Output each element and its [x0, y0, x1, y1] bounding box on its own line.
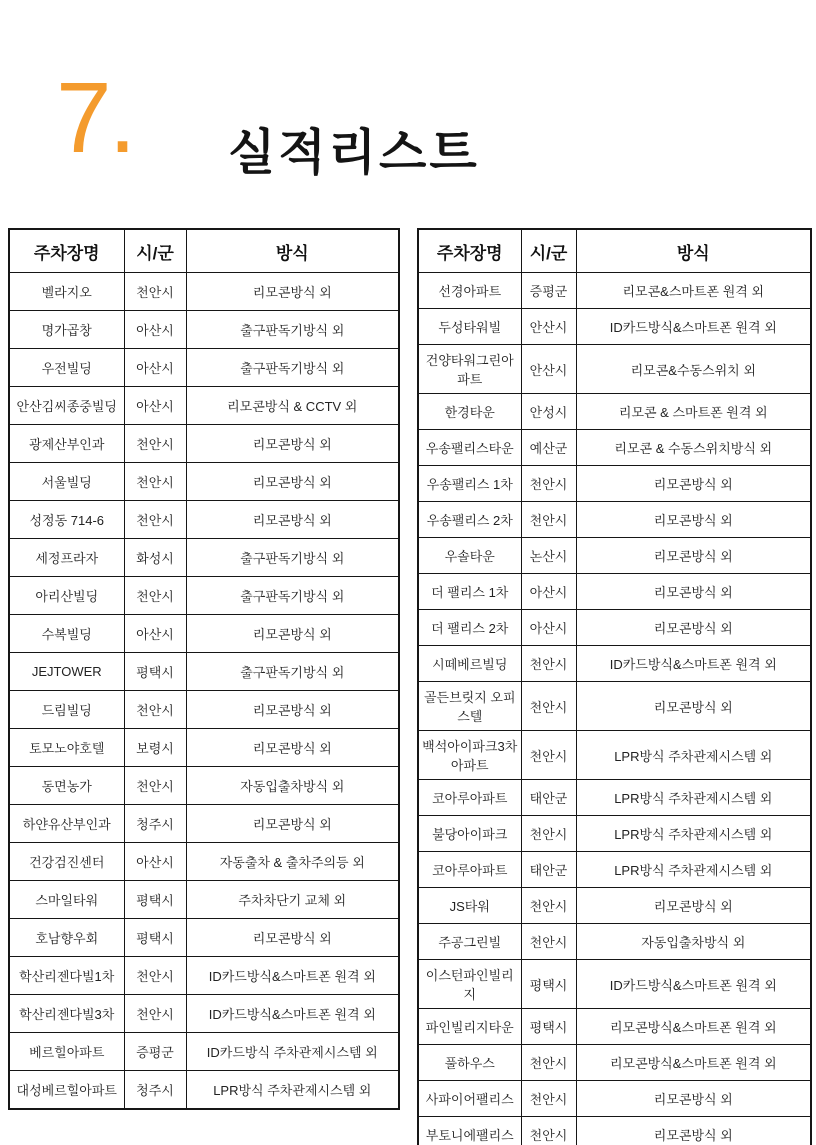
table-row — [418, 394, 811, 430]
cell-parking-name: 호남향우회 — [9, 919, 124, 957]
cell-parking-name: 더 팰리스 2차 — [418, 610, 521, 646]
cell-parking-name: 드림빌딩 — [9, 691, 124, 729]
page-title: 실적리스트 — [228, 126, 480, 180]
table-row — [418, 574, 811, 610]
cell-method: LPR방식 주차관제시스템 외 — [576, 816, 811, 852]
cell-city: 천안시 — [124, 767, 186, 805]
header-city: 시/군 — [521, 229, 576, 273]
cell-city: 아산시 — [124, 311, 186, 349]
cell-parking-name: 학산리젠다빌3차 — [9, 995, 124, 1033]
cell-method: 리모콘방식 외 — [576, 1081, 811, 1117]
cell-parking-name: 하얀유산부인과 — [9, 805, 124, 843]
table-row — [418, 1009, 811, 1045]
cell-method: 리모콘방식 외 — [576, 1117, 811, 1145]
table-row — [418, 852, 811, 888]
table-row — [9, 311, 399, 349]
table-row — [9, 653, 399, 691]
header-method: 방식 — [576, 229, 811, 273]
table-row — [9, 1033, 399, 1071]
cell-method: ID카드방식 주차관제시스템 외 — [186, 1033, 399, 1071]
cell-parking-name: 파인빌리지타운 — [418, 1009, 521, 1045]
table-row — [418, 731, 811, 780]
cell-method: LPR방식 주차관제시스템 외 — [576, 780, 811, 816]
header-parking-name: 주차장명 — [418, 229, 521, 273]
cell-parking-name: 성정동 714-6 — [9, 501, 124, 539]
table-row — [9, 767, 399, 805]
cell-city: 천안시 — [124, 995, 186, 1033]
table-row — [9, 539, 399, 577]
table-row — [9, 349, 399, 387]
table-header-row — [418, 229, 811, 273]
cell-city: 평택시 — [521, 960, 576, 1009]
cell-city: 아산시 — [124, 843, 186, 881]
cell-parking-name: JS타워 — [418, 888, 521, 924]
cell-city: 천안시 — [124, 273, 186, 311]
cell-method: 리모콘&수동스위치 외 — [576, 345, 811, 394]
performance-table-left — [8, 228, 400, 1110]
table-row — [9, 729, 399, 767]
cell-method: 주차차단기 교체 외 — [186, 881, 399, 919]
cell-parking-name: 우송팰리스타운 — [418, 430, 521, 466]
cell-city: 천안시 — [521, 1081, 576, 1117]
cell-method: 리모콘방식 외 — [186, 273, 399, 311]
table-row — [418, 273, 811, 309]
table-row — [9, 995, 399, 1033]
table-row — [9, 425, 399, 463]
cell-method: 출구판독기방식 외 — [186, 349, 399, 387]
cell-city: 태안군 — [521, 852, 576, 888]
cell-method: 리모콘방식&스마트폰 원격 외 — [576, 1009, 811, 1045]
cell-method: ID카드방식&스마트폰 원격 외 — [576, 309, 811, 345]
slide-number: 7. — [56, 62, 134, 174]
cell-city: 천안시 — [521, 1117, 576, 1145]
cell-parking-name: 수복빌딩 — [9, 615, 124, 653]
cell-city: 아산시 — [124, 615, 186, 653]
table-row — [9, 1071, 399, 1110]
cell-parking-name: 이스턴파인빌리지 — [418, 960, 521, 1009]
cell-method: 리모콘방식 외 — [186, 919, 399, 957]
table-row — [418, 1117, 811, 1145]
table-header-row — [9, 229, 399, 273]
cell-parking-name: 더 팰리스 1차 — [418, 574, 521, 610]
cell-method: 자동출차 & 출차주의등 외 — [186, 843, 399, 881]
cell-parking-name: 코아루아파트 — [418, 780, 521, 816]
cell-parking-name: 백석아이파크3차 아파트 — [418, 731, 521, 780]
cell-method: 리모콘방식 외 — [576, 538, 811, 574]
header-parking-name: 주차장명 — [9, 229, 124, 273]
cell-city: 천안시 — [521, 816, 576, 852]
cell-city: 증평군 — [521, 273, 576, 309]
header-city: 시/군 — [124, 229, 186, 273]
cell-parking-name: 명가곱창 — [9, 311, 124, 349]
cell-method: 리모콘 & 스마트폰 원격 외 — [576, 394, 811, 430]
cell-parking-name: 동면농가 — [9, 767, 124, 805]
cell-city: 천안시 — [124, 463, 186, 501]
cell-parking-name: 베르힐아파트 — [9, 1033, 124, 1071]
cell-method: ID카드방식&스마트폰 원격 외 — [186, 957, 399, 995]
cell-method: 출구판독기방식 외 — [186, 653, 399, 691]
cell-method: 리모콘방식 외 — [576, 610, 811, 646]
table-row — [418, 1081, 811, 1117]
cell-parking-name: 골든브릿지 오피스텔 — [418, 682, 521, 731]
table-row — [418, 780, 811, 816]
table-row — [418, 345, 811, 394]
cell-city: 안산시 — [521, 345, 576, 394]
cell-parking-name: 시떼베르빌딩 — [418, 646, 521, 682]
table-row — [9, 273, 399, 311]
cell-parking-name: 두성타워빌 — [418, 309, 521, 345]
cell-method: 리모콘방식 외 — [186, 463, 399, 501]
cell-parking-name: 우송팰리스 1차 — [418, 466, 521, 502]
cell-parking-name: 아리산빌딩 — [9, 577, 124, 615]
cell-parking-name: 부토니에팰리스 — [418, 1117, 521, 1145]
cell-parking-name: JEJTOWER — [9, 653, 124, 691]
table-row — [9, 577, 399, 615]
cell-city: 천안시 — [124, 957, 186, 995]
table-row — [9, 387, 399, 425]
cell-parking-name: 안산김씨종중빌딩 — [9, 387, 124, 425]
cell-city: 태안군 — [521, 780, 576, 816]
cell-method: ID카드방식&스마트폰 원격 외 — [576, 646, 811, 682]
cell-method: LPR방식 주차관제시스템 외 — [186, 1071, 399, 1110]
cell-city: 안산시 — [521, 309, 576, 345]
cell-city: 천안시 — [521, 466, 576, 502]
cell-city: 천안시 — [124, 501, 186, 539]
table-row — [418, 888, 811, 924]
table-row — [418, 1045, 811, 1081]
cell-method: ID카드방식&스마트폰 원격 외 — [186, 995, 399, 1033]
cell-method: ID카드방식&스마트폰 원격 외 — [576, 960, 811, 1009]
cell-parking-name: 우송팰리스 2차 — [418, 502, 521, 538]
cell-city: 천안시 — [521, 924, 576, 960]
cell-city: 천안시 — [124, 691, 186, 729]
table-row — [418, 430, 811, 466]
table-row — [9, 805, 399, 843]
cell-method: 리모콘방식 외 — [186, 425, 399, 463]
cell-city: 천안시 — [124, 577, 186, 615]
cell-method: 리모콘&스마트폰 원격 외 — [576, 273, 811, 309]
cell-city: 평택시 — [124, 653, 186, 691]
cell-city: 증평군 — [124, 1033, 186, 1071]
table-row — [9, 957, 399, 995]
cell-method: 리모콘방식 외 — [576, 502, 811, 538]
cell-parking-name: 우전빌딩 — [9, 349, 124, 387]
table-row — [9, 843, 399, 881]
cell-city: 아산시 — [521, 574, 576, 610]
cell-method: 출구판독기방식 외 — [186, 577, 399, 615]
table-row — [9, 501, 399, 539]
cell-method: 리모콘방식 외 — [576, 466, 811, 502]
table-body-left — [9, 273, 399, 1110]
cell-city: 화성시 — [124, 539, 186, 577]
cell-method: LPR방식 주차관제시스템 외 — [576, 731, 811, 780]
cell-method: 출구판독기방식 외 — [186, 311, 399, 349]
cell-city: 천안시 — [521, 646, 576, 682]
cell-parking-name: 우솔타운 — [418, 538, 521, 574]
cell-parking-name: 대성베르힐아파트 — [9, 1071, 124, 1110]
cell-method: 자동입출차방식 외 — [186, 767, 399, 805]
cell-parking-name: 학산리젠다빌1차 — [9, 957, 124, 995]
cell-city: 안성시 — [521, 394, 576, 430]
cell-parking-name: 세정프라자 — [9, 539, 124, 577]
table-row — [418, 309, 811, 345]
cell-city: 평택시 — [124, 919, 186, 957]
cell-parking-name: 스마일타워 — [9, 881, 124, 919]
cell-city: 예산군 — [521, 430, 576, 466]
table-row — [418, 466, 811, 502]
table-row — [418, 682, 811, 731]
cell-method: 리모콘방식 외 — [186, 729, 399, 767]
cell-parking-name: 주공그린빌 — [418, 924, 521, 960]
cell-city: 논산시 — [521, 538, 576, 574]
table-row — [418, 960, 811, 1009]
cell-parking-name: 코아루아파트 — [418, 852, 521, 888]
cell-method: 리모콘방식 & CCTV 외 — [186, 387, 399, 425]
cell-method: 리모콘방식 외 — [186, 615, 399, 653]
cell-city: 천안시 — [521, 731, 576, 780]
table-row — [418, 538, 811, 574]
cell-city: 평택시 — [521, 1009, 576, 1045]
table-row — [418, 924, 811, 960]
cell-city: 아산시 — [124, 349, 186, 387]
cell-parking-name: 한경타운 — [418, 394, 521, 430]
table-row — [9, 615, 399, 653]
cell-parking-name: 벨라지오 — [9, 273, 124, 311]
cell-method: 리모콘방식 외 — [576, 682, 811, 731]
table-row — [9, 919, 399, 957]
cell-city: 청주시 — [124, 805, 186, 843]
tables-container — [8, 228, 812, 1145]
cell-method: 리모콘방식 외 — [186, 501, 399, 539]
cell-parking-name: 사파이어팰리스 — [418, 1081, 521, 1117]
header-method: 방식 — [186, 229, 399, 273]
cell-city: 평택시 — [124, 881, 186, 919]
table-row — [9, 463, 399, 501]
cell-method: 리모콘 & 수동스위치방식 외 — [576, 430, 811, 466]
cell-city: 청주시 — [124, 1071, 186, 1110]
table-body-right — [418, 273, 811, 1145]
cell-parking-name: 토모노야호텔 — [9, 729, 124, 767]
cell-parking-name: 광제산부인과 — [9, 425, 124, 463]
cell-parking-name: 서울빌딩 — [9, 463, 124, 501]
cell-city: 아산시 — [521, 610, 576, 646]
table-row — [418, 502, 811, 538]
cell-parking-name: 건강검진센터 — [9, 843, 124, 881]
cell-method: 리모콘방식 외 — [576, 574, 811, 610]
cell-city: 보령시 — [124, 729, 186, 767]
performance-table-right — [417, 228, 812, 1145]
table-row — [418, 610, 811, 646]
table-row — [9, 691, 399, 729]
cell-city: 아산시 — [124, 387, 186, 425]
cell-method: LPR방식 주차관제시스템 외 — [576, 852, 811, 888]
cell-method: 리모콘방식 외 — [186, 805, 399, 843]
cell-method: 리모콘방식&스마트폰 원격 외 — [576, 1045, 811, 1081]
cell-method: 리모콘방식 외 — [576, 888, 811, 924]
cell-parking-name: 건양타워그린아파트 — [418, 345, 521, 394]
cell-city: 천안시 — [521, 888, 576, 924]
cell-city: 천안시 — [124, 425, 186, 463]
cell-city: 천안시 — [521, 682, 576, 731]
cell-method: 리모콘방식 외 — [186, 691, 399, 729]
table-row — [9, 881, 399, 919]
cell-method: 출구판독기방식 외 — [186, 539, 399, 577]
cell-parking-name: 풀하우스 — [418, 1045, 521, 1081]
cell-parking-name: 선경아파트 — [418, 273, 521, 309]
cell-method: 자동입출차방식 외 — [576, 924, 811, 960]
cell-city: 천안시 — [521, 1045, 576, 1081]
cell-parking-name: 불당아이파크 — [418, 816, 521, 852]
table-row — [418, 646, 811, 682]
table-row — [418, 816, 811, 852]
cell-city: 천안시 — [521, 502, 576, 538]
